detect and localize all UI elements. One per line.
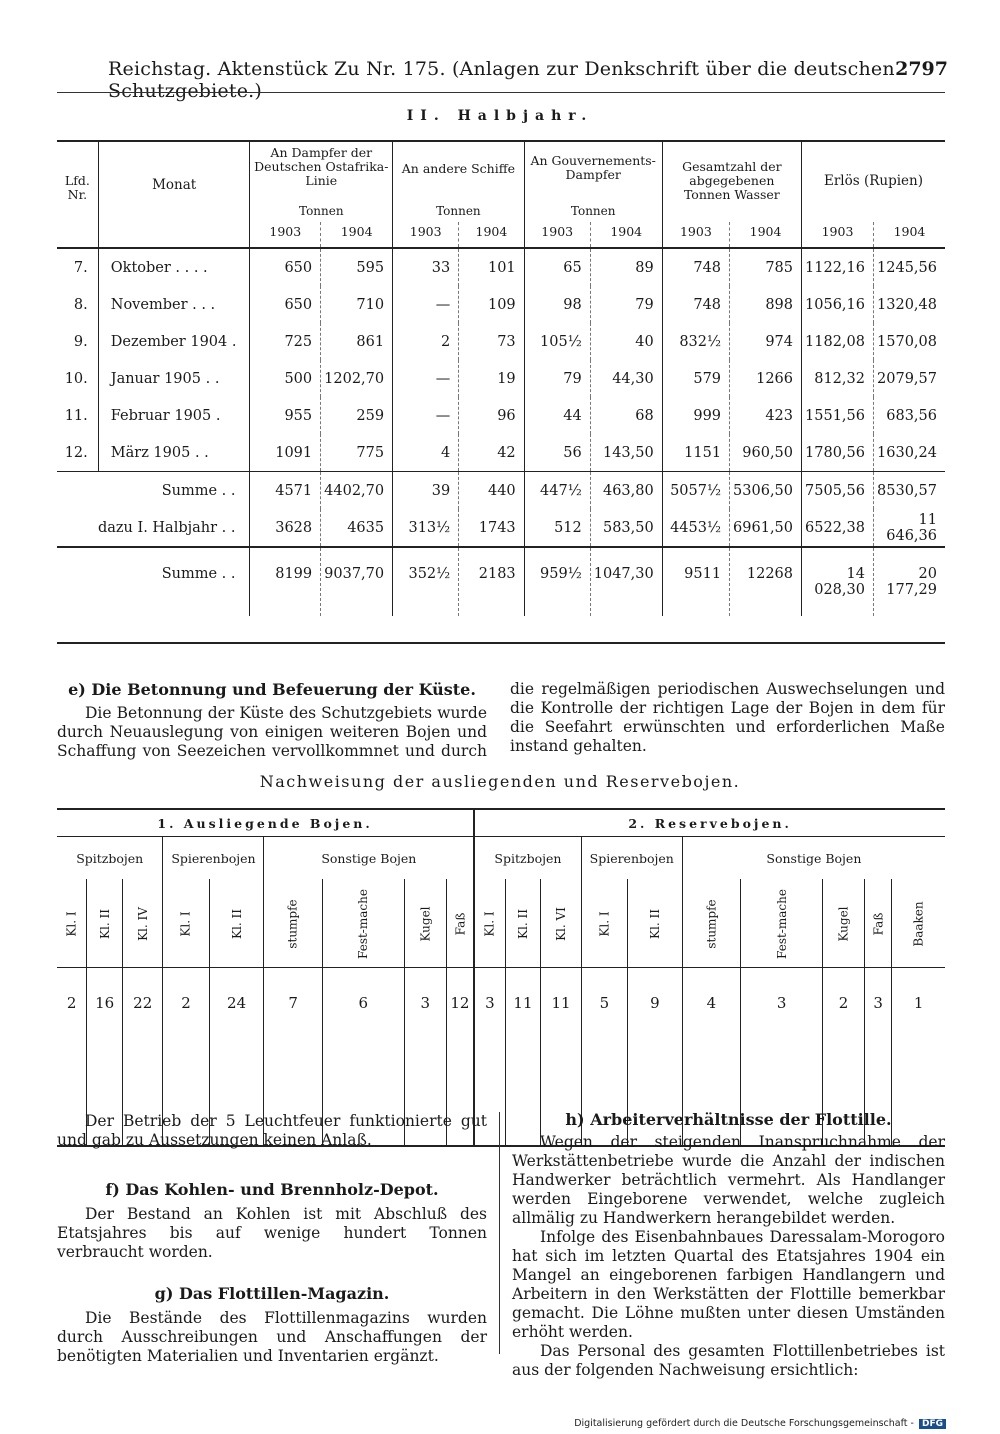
table-cell: 9037,70 bbox=[321, 547, 393, 616]
buoy-column-header bbox=[628, 879, 683, 968]
head-rule bbox=[57, 92, 945, 93]
table-row bbox=[57, 472, 945, 510]
table-row bbox=[57, 360, 945, 397]
table-cell: 650 bbox=[250, 248, 321, 286]
buoy-column-label: Kl. I bbox=[482, 910, 497, 937]
halbjahr-title: II. Halbjahr. bbox=[406, 108, 594, 124]
group-header-gouvernement: An Gouvernements-Dampfer bbox=[524, 141, 662, 202]
table-cell: 313½ bbox=[393, 509, 459, 547]
table-cell: 785 bbox=[730, 248, 802, 286]
table-cell: 73 bbox=[459, 323, 524, 360]
section-h-heading: h) Arbeiterverhältnisse der Flottille. bbox=[565, 1110, 892, 1129]
buoy-column-label: Kl. II bbox=[229, 908, 244, 939]
buoy-count: 3 bbox=[741, 968, 823, 1147]
table-cell: 595 bbox=[321, 248, 393, 286]
year-label: 1903 bbox=[662, 222, 729, 248]
table-cell: 42 bbox=[459, 434, 524, 472]
buoy-column-label: Kl. II bbox=[515, 908, 530, 939]
table-cell: 999 bbox=[662, 397, 729, 434]
buoy-sub-spieren: Spierenbojen bbox=[163, 837, 264, 880]
year-label: 1904 bbox=[321, 222, 393, 248]
buoy-column-header bbox=[264, 879, 322, 968]
table-cell: 2079,57 bbox=[873, 360, 945, 397]
buoy-count: 3 bbox=[474, 968, 505, 1147]
buoy-column-header bbox=[87, 879, 123, 968]
buoy-column-header bbox=[581, 879, 627, 968]
section-h-paragraph-3: Das Personal des gesamten Flottillenbetriebes ist aus der folgenden Nachweisung ersichtlich: bbox=[512, 1342, 945, 1379]
section-g-heading: g) Das Flottillen-Magazin. bbox=[154, 1284, 390, 1303]
buoy-column-label: Faß bbox=[452, 912, 467, 935]
buoy-count: 3 bbox=[864, 968, 891, 1147]
table-row bbox=[57, 248, 945, 286]
buoy-column-header bbox=[57, 879, 87, 968]
row-month: Februar 1905 . bbox=[98, 397, 250, 434]
table-cell: 447½ bbox=[524, 472, 590, 510]
unit-tonnen: Tonnen bbox=[524, 202, 662, 222]
table-cell: — bbox=[393, 360, 459, 397]
table-cell: 7505,56 bbox=[802, 472, 874, 510]
buoy-count: 4 bbox=[682, 968, 740, 1147]
table-cell: 1056,16 bbox=[802, 286, 874, 323]
table-cell: 1047,30 bbox=[590, 547, 662, 616]
buoy-column-header bbox=[505, 879, 541, 968]
table-cell: 5057½ bbox=[662, 472, 729, 510]
buoy-count: 6 bbox=[322, 968, 404, 1147]
table-cell: 832½ bbox=[662, 323, 729, 360]
table-cell: 725 bbox=[250, 323, 321, 360]
buoy-column-header bbox=[474, 879, 505, 968]
buoy-column-header bbox=[446, 879, 474, 968]
table-cell: 3628 bbox=[250, 509, 321, 547]
section-e-paragraph: Die Betonnung der Küste des Schutzgebiets wurde durch Neuauslegung von einigen weiteren Bojen und Schaffung von Seezeichen vervollkommnet und durch bbox=[57, 704, 487, 760]
buoy-count: 16 bbox=[87, 968, 123, 1147]
buoy-column-label: Fest-mache bbox=[356, 888, 371, 959]
buoy-count: 11 bbox=[541, 968, 581, 1147]
page-number: 2797 bbox=[895, 58, 948, 80]
buoy-column-header bbox=[322, 879, 404, 968]
buoy-column-header bbox=[823, 879, 865, 968]
buoy-count: 2 bbox=[66, 994, 77, 1012]
leuchtfeuer-paragraph: Der Betrieb der 5 Leuchtfeuer funktionierte gut und gab zu Aussetzungen keinen Anlaß. bbox=[57, 1112, 487, 1149]
buoy-column-label: Kugel bbox=[418, 905, 433, 942]
table-cell: 683,56 bbox=[873, 397, 945, 434]
table-cell: 775 bbox=[321, 434, 393, 472]
table-cell: 4 bbox=[393, 434, 459, 472]
row-month: Oktober . . . . bbox=[98, 248, 250, 286]
year-label: 1903 bbox=[393, 222, 459, 248]
table-cell: 1245,56 bbox=[873, 248, 945, 286]
table-cell: 9511 bbox=[662, 547, 729, 616]
buoy-count: 1 bbox=[892, 968, 945, 1147]
digitization-footer bbox=[574, 1418, 946, 1429]
column-divider bbox=[499, 1112, 500, 1354]
table-cell: 4402,70 bbox=[321, 472, 393, 510]
group-header-gesamt: Gesamtzahl der abgegebenen Tonnen Wasser bbox=[662, 141, 801, 202]
section-f-text: Der Bestand an Kohlen ist mit Abschluß des Etatsjahres bis auf wenige hundert Tonnen verbraucht worden. bbox=[57, 1205, 487, 1261]
unit-empty bbox=[802, 202, 945, 222]
year-label: 1903 bbox=[802, 222, 874, 248]
table-cell: 423 bbox=[730, 397, 802, 434]
buoy-column-header bbox=[209, 879, 264, 968]
table-cell: 352½ bbox=[393, 547, 459, 616]
section-h-paragraph-1: Wegen der steigenden Inanspruchnahme der Werkstättenbetriebe wurde die Anzahl der indischen Handwerker beträchtlich vermehrt. Als Handlanger werden Eingeborene verwendet, welche zugleich allmälig zu Handwerkern herangebildet werden. bbox=[512, 1133, 945, 1227]
table-cell: — bbox=[393, 397, 459, 434]
buoy-sub-spieren: Spierenbojen bbox=[581, 837, 682, 880]
buoy-column-label: Kugel bbox=[836, 905, 851, 942]
buoy-column-label: Kl. I bbox=[64, 910, 79, 937]
table-cell: 500 bbox=[250, 360, 321, 397]
table-row bbox=[57, 434, 945, 472]
buoy-column-label: Kl. IV bbox=[135, 906, 150, 941]
buoy-count: 3 bbox=[404, 968, 446, 1147]
buoy-sub-spitz: Spitzbojen bbox=[474, 837, 581, 880]
unit-empty bbox=[662, 202, 801, 222]
table-cell: — bbox=[393, 286, 459, 323]
buoy-group-ausliegend: 1. Ausliegende Bojen. bbox=[157, 815, 373, 831]
table-cell: 1320,48 bbox=[873, 286, 945, 323]
table-cell: 6522,38 bbox=[802, 509, 874, 547]
table-cell: 4453½ bbox=[662, 509, 729, 547]
table-cell: 8199 bbox=[250, 547, 321, 616]
table-cell: 4635 bbox=[321, 509, 393, 547]
section-e-text-right bbox=[510, 680, 945, 758]
table-cell: 512 bbox=[524, 509, 590, 547]
table-cell: 974 bbox=[730, 323, 802, 360]
buoy-sub-sonstige: Sonstige Bojen bbox=[264, 837, 474, 880]
table-cell: 579 bbox=[662, 360, 729, 397]
buoy-column-label: Kl. II bbox=[647, 908, 662, 939]
table-cell: 44,30 bbox=[590, 360, 662, 397]
buoy-column-label: Fest-mache bbox=[774, 888, 789, 959]
table-cell: 710 bbox=[321, 286, 393, 323]
table-cell: 463,80 bbox=[590, 472, 662, 510]
table-cell: 955 bbox=[250, 397, 321, 434]
buoy-column-header bbox=[541, 879, 581, 968]
row-number: 11. bbox=[64, 407, 88, 424]
buoy-column-header bbox=[123, 879, 163, 968]
left-column bbox=[57, 1112, 487, 1366]
table-row bbox=[57, 509, 945, 547]
table-cell: 89 bbox=[590, 248, 662, 286]
row-label: dazu I. Halbjahr . . bbox=[97, 519, 236, 536]
table-cell: 8530,57 bbox=[873, 472, 945, 510]
col-monat-header: Monat bbox=[98, 141, 250, 222]
section-f-heading: f) Das Kohlen- und Brennholz-Depot. bbox=[105, 1180, 439, 1199]
table-cell: 440 bbox=[459, 472, 524, 510]
table-cell: 1551,56 bbox=[802, 397, 874, 434]
buoy-count: 7 bbox=[264, 968, 322, 1147]
table-cell: 33 bbox=[393, 248, 459, 286]
table-cell: 68 bbox=[590, 397, 662, 434]
table-cell: 1266 bbox=[730, 360, 802, 397]
water-delivery-table bbox=[57, 140, 945, 644]
table-cell: 1122,16 bbox=[802, 248, 874, 286]
buoy-count: 11 bbox=[505, 968, 541, 1147]
row-number: 7. bbox=[73, 259, 88, 276]
buoy-sub-spitz: Spitzbojen bbox=[76, 850, 144, 866]
buoy-column-label: stumpfe bbox=[286, 898, 301, 949]
buoy-count: 12 bbox=[446, 968, 474, 1147]
buoy-column-header bbox=[404, 879, 446, 968]
table-cell: 39 bbox=[393, 472, 459, 510]
table-cell: 1780,56 bbox=[802, 434, 874, 472]
table-cell: 2183 bbox=[459, 547, 524, 616]
table-cell: 143,50 bbox=[590, 434, 662, 472]
year-label: 1904 bbox=[730, 222, 802, 248]
section-g-text: Die Bestände des Flottillenmagazins wurden durch Ausschreibungen und Anschaffungen der benötigten Materialien und Inventarien ergänzt. bbox=[57, 1309, 487, 1365]
buoy-table bbox=[57, 808, 945, 1147]
table-cell: 1202,70 bbox=[321, 360, 393, 397]
section-e-continuation: die regelmäßigen periodischen Auswechselungen und die Kontrolle der richtigen Lage der Bojen in dem für die Seefahrt erwünschten und erforderlichen Maße instand gehalten. bbox=[510, 680, 945, 755]
section-e-text-left bbox=[57, 704, 487, 761]
table-cell: 1151 bbox=[662, 434, 729, 472]
buoy-count: 5 bbox=[581, 968, 627, 1147]
buoy-count: 2 bbox=[163, 968, 209, 1147]
right-column bbox=[512, 1110, 945, 1380]
table-cell: 2 bbox=[393, 323, 459, 360]
row-number: 9. bbox=[73, 333, 88, 350]
table-cell: 98 bbox=[524, 286, 590, 323]
table-cell: 56 bbox=[524, 434, 590, 472]
year-label: 1904 bbox=[459, 222, 524, 248]
year-label: 1904 bbox=[873, 222, 945, 248]
table-cell: 5306,50 bbox=[730, 472, 802, 510]
table-cell: 1091 bbox=[250, 434, 321, 472]
table-cell: 960,50 bbox=[730, 434, 802, 472]
buoy-column-header bbox=[163, 879, 209, 968]
table-cell: 12268 bbox=[730, 547, 802, 616]
table-cell: 44 bbox=[524, 397, 590, 434]
buoy-count: 2 bbox=[823, 968, 865, 1147]
buoy-column-header bbox=[892, 879, 945, 968]
row-month: Januar 1905 . . bbox=[98, 360, 250, 397]
table-row bbox=[57, 397, 945, 434]
buoy-count: 24 bbox=[209, 968, 264, 1147]
unit-tonnen: Tonnen bbox=[393, 202, 525, 222]
table-cell: 4571 bbox=[250, 472, 321, 510]
table-cell: 898 bbox=[730, 286, 802, 323]
year-label: 1903 bbox=[250, 222, 321, 248]
dfg-logo: DFG bbox=[919, 1419, 946, 1429]
group-header-andere: An andere Schiffe bbox=[393, 141, 525, 202]
row-number: 10. bbox=[64, 370, 88, 387]
running-title: Reichstag. Aktenstück Zu Nr. 175. (Anlagen zur Denkschrift über die deutschen Schutzgebiete.) bbox=[108, 58, 895, 102]
table-cell: 748 bbox=[662, 248, 729, 286]
section-h-paragraph-2: Infolge des Eisenbahnbaues Daressalam-Morogoro hat sich im letzten Quartal des Etatsjahres 1904 ein Mangel an eingeborenen farbigen Handlangern und Arbeitern in den Werkstätten der Flottille bemerkbar gemacht. Die Löhne mußten unter diesen Umständen erhöht werden. bbox=[512, 1228, 945, 1341]
buoy-column-label: Baaken bbox=[911, 900, 926, 947]
group-header-ostafrika: An Dampfer der Deutschen Ostafrika-Linie bbox=[250, 141, 393, 202]
table-cell: 1743 bbox=[459, 509, 524, 547]
table-cell: 6961,50 bbox=[730, 509, 802, 547]
buoy-group-reserve: 2. Reservebojen. bbox=[474, 809, 945, 837]
table-cell: 259 bbox=[321, 397, 393, 434]
table-row bbox=[57, 286, 945, 323]
buoy-column-label: Kl. VI bbox=[554, 906, 569, 941]
table-cell: 650 bbox=[250, 286, 321, 323]
table-cell: 959½ bbox=[524, 547, 590, 616]
group-header-erloes: Erlös (Rupien) bbox=[802, 141, 945, 202]
row-label: Summe . . bbox=[57, 547, 250, 616]
buoy-sub-sonstige: Sonstige Bojen bbox=[682, 837, 945, 880]
table-cell: 96 bbox=[459, 397, 524, 434]
table-bottom-rule bbox=[57, 616, 945, 643]
table-cell: 79 bbox=[524, 360, 590, 397]
table-row bbox=[57, 547, 945, 616]
footer-text: Digitalisierung gefördert durch die Deutsche Forschungsgemeinschaft - bbox=[574, 1418, 914, 1429]
row-month: November . . . bbox=[98, 286, 250, 323]
buoy-column-label: Faß bbox=[871, 912, 886, 935]
unit-tonnen: Tonnen bbox=[250, 202, 393, 222]
buoy-column-label: stumpfe bbox=[704, 898, 719, 949]
running-head bbox=[108, 58, 948, 102]
table-cell: 1630,24 bbox=[873, 434, 945, 472]
buoy-count: 22 bbox=[123, 968, 163, 1147]
table-cell: 1182,08 bbox=[802, 323, 874, 360]
section-e-heading: e) Die Betonnung und Befeuerung der Küste. bbox=[68, 680, 476, 699]
col-lfd-header: Lfd. Nr. bbox=[64, 173, 90, 202]
table-cell: 79 bbox=[590, 286, 662, 323]
buoy-column-header bbox=[682, 879, 740, 968]
table-cell: 105½ bbox=[524, 323, 590, 360]
table-cell: 1570,08 bbox=[873, 323, 945, 360]
row-month: März 1905 . . bbox=[98, 434, 250, 472]
table-cell: 101 bbox=[459, 248, 524, 286]
table-row bbox=[57, 323, 945, 360]
year-label: 1903 bbox=[524, 222, 590, 248]
table-cell: 65 bbox=[524, 248, 590, 286]
row-number: 12. bbox=[64, 444, 88, 461]
year-label: 1904 bbox=[590, 222, 662, 248]
buoy-table-title: Nachweisung der ausliegenden und Reservebojen. bbox=[259, 772, 741, 791]
table-cell: 812,32 bbox=[802, 360, 874, 397]
row-number: 8. bbox=[73, 296, 88, 313]
row-label: Summe . . bbox=[57, 472, 250, 510]
table-cell: 109 bbox=[459, 286, 524, 323]
table-cell: 19 bbox=[459, 360, 524, 397]
buoy-count: 9 bbox=[628, 968, 683, 1147]
buoy-column-label: Kl. II bbox=[97, 908, 112, 939]
table-cell: 20 177,29 bbox=[873, 547, 945, 616]
buoy-column-label: Kl. I bbox=[597, 910, 612, 937]
table-cell: 583,50 bbox=[590, 509, 662, 547]
buoy-column-header bbox=[864, 879, 891, 968]
table-cell: 40 bbox=[590, 323, 662, 360]
table-cell: 14 028,30 bbox=[802, 547, 874, 616]
table-cell: 861 bbox=[321, 323, 393, 360]
row-month: Dezember 1904 . bbox=[98, 323, 250, 360]
table-cell: 748 bbox=[662, 286, 729, 323]
table-cell: 11 646,36 bbox=[873, 509, 945, 547]
buoy-column-label: Kl. I bbox=[179, 910, 194, 937]
buoy-column-header bbox=[741, 879, 823, 968]
